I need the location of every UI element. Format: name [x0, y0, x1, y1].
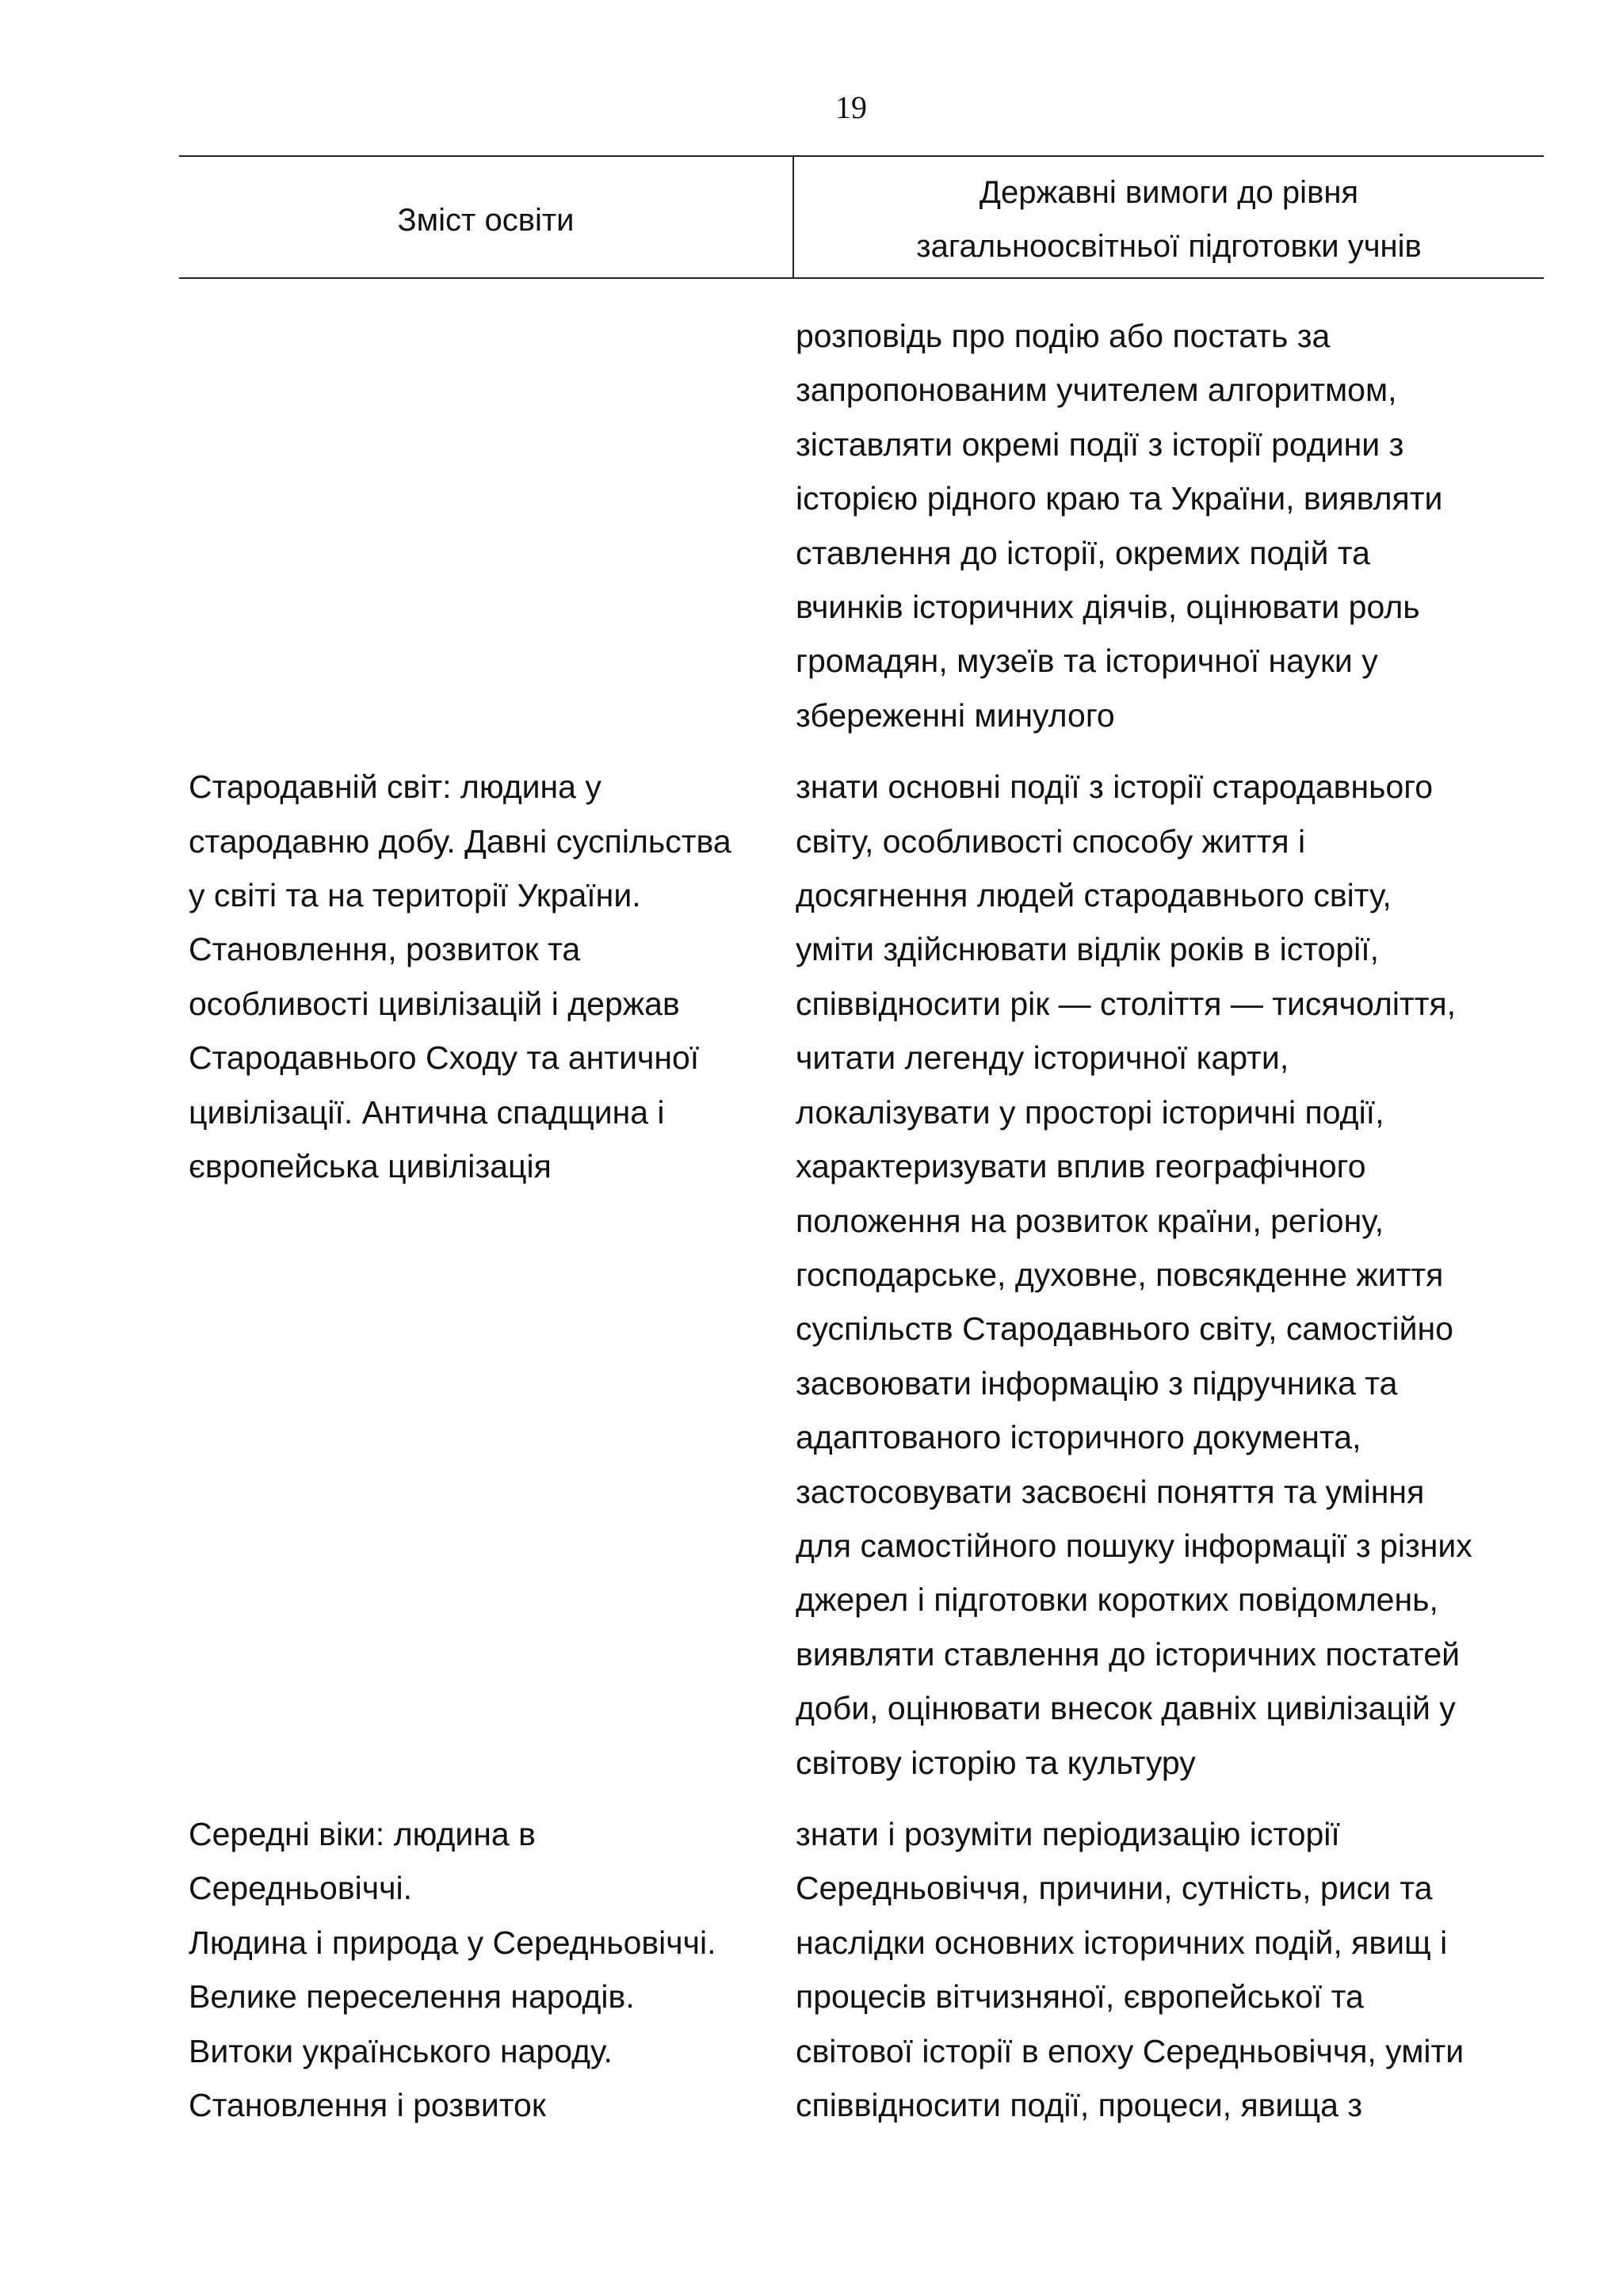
text-line: процесів вітчизняної, європейської та	[796, 1978, 1364, 2016]
text-line: особливості цивілізацій і держав	[189, 985, 680, 1022]
text-line: застосовувати засвоєні поняття та уміння	[796, 1473, 1425, 1510]
text-line: доби, оцінювати внесок давніх цивілізацій у	[796, 1690, 1456, 1727]
header-right-line: загальноосвітньої підготовки учнів	[916, 229, 1422, 264]
text-line: збереженні минулого	[796, 696, 1115, 734]
text-line: вчинків історичних діячів, оцінювати роль	[796, 589, 1420, 626]
text-line: співвідносити події, процеси, явища з	[796, 2087, 1363, 2123]
content-cell	[179, 760, 794, 1790]
text-line: Становлення і розвиток	[189, 2087, 546, 2123]
text-line: Становлення, розвиток та	[189, 931, 581, 968]
text-line: цивілізації. Антична спадщина і	[189, 1093, 665, 1131]
text-line: Стародавній світ: людина у	[189, 769, 601, 806]
text-line: Середньовіччі.	[189, 1870, 412, 1907]
text-line: світову історію та культуру	[796, 1744, 1196, 1781]
text-line: Середньовіччя, причини, сутність, риси та	[796, 1870, 1433, 1907]
text-line: положення на розвиток країни, регіону,	[796, 1202, 1384, 1239]
text-line: європейська цивілізація	[189, 1148, 552, 1185]
content-cell	[179, 309, 794, 742]
text-line: Середні віки: людина в	[189, 1815, 536, 1852]
content-cell	[179, 1807, 794, 2132]
text-line: світу, особливості способу життя і	[796, 822, 1306, 860]
header-right-line: Державні вимоги до рівня	[979, 175, 1359, 210]
text-line: суспільств Стародавнього світу, самостійно	[796, 1310, 1453, 1348]
table-header	[179, 155, 1544, 279]
standards-table	[179, 155, 1544, 2132]
text-line: читати легенду історичної карти,	[796, 1039, 1289, 1077]
table-row	[179, 279, 1544, 742]
text-line: знати основні події з історії стародавнього	[796, 769, 1434, 806]
text-line: досягнення людей стародавнього світу,	[796, 877, 1392, 914]
text-line: стародавню добу. Давні суспільства	[189, 822, 731, 860]
text-line: громадян, музеїв та історичної науки у	[796, 643, 1378, 680]
header-left-label: Зміст освіти	[397, 203, 575, 238]
requirements-cell	[794, 760, 1544, 1790]
text-line: наслідки основних історичних подій, явищ і	[796, 1924, 1448, 1961]
text-line: Стародавнього Сходу та античної	[189, 1039, 700, 1077]
header-education-content	[179, 157, 794, 277]
text-line: характеризувати вплив географічного	[796, 1148, 1366, 1185]
text-line: ставлення до історії, окремих подій та	[796, 534, 1370, 571]
table-row	[179, 1790, 1544, 2132]
text-line: засвоювати інформацію з підручника та	[796, 1364, 1398, 1402]
text-line: для самостійного пошуку інформації з різних	[796, 1527, 1472, 1564]
table-row	[179, 742, 1544, 1790]
text-line: у світі та на території України.	[189, 877, 641, 914]
text-line: Витоки українського народу.	[189, 2032, 613, 2069]
header-state-requirements	[794, 157, 1544, 277]
text-line: запропонованим учителем алгоритмом,	[796, 372, 1397, 409]
text-line: знати і розуміти періодизацію історії	[796, 1815, 1340, 1852]
text-line: Людина і природа у Середньовіччі.	[189, 1924, 716, 1961]
text-line: господарське, духовне, повсякденне життя	[796, 1256, 1444, 1293]
text-line: історією рідного краю та України, виявляти	[796, 480, 1443, 517]
text-line: розповідь про подію або постать за	[796, 318, 1331, 354]
requirements-cell	[794, 1807, 1544, 2132]
text-line: світової історії в епоху Середньовіччя, уміти	[796, 2032, 1465, 2069]
requirements-cell	[794, 309, 1544, 742]
page-number: 19	[835, 90, 867, 125]
text-line: адаптованого історичного документа,	[796, 1419, 1361, 1456]
text-line: виявляти ставлення до історичних постатей	[796, 1635, 1461, 1672]
text-line: зіставляти окремі події з історії родини з	[796, 425, 1404, 463]
text-line: джерел і підготовки коротких повідомлень,	[796, 1581, 1438, 1619]
text-line: співвідносити рік — століття — тисячоліття,	[796, 985, 1457, 1022]
text-line: Велике переселення народів.	[189, 1978, 635, 2016]
text-line: уміти здійснювати відлік років в історії,	[796, 931, 1380, 968]
text-line: локалізувати у просторі історичні події,	[796, 1093, 1384, 1131]
